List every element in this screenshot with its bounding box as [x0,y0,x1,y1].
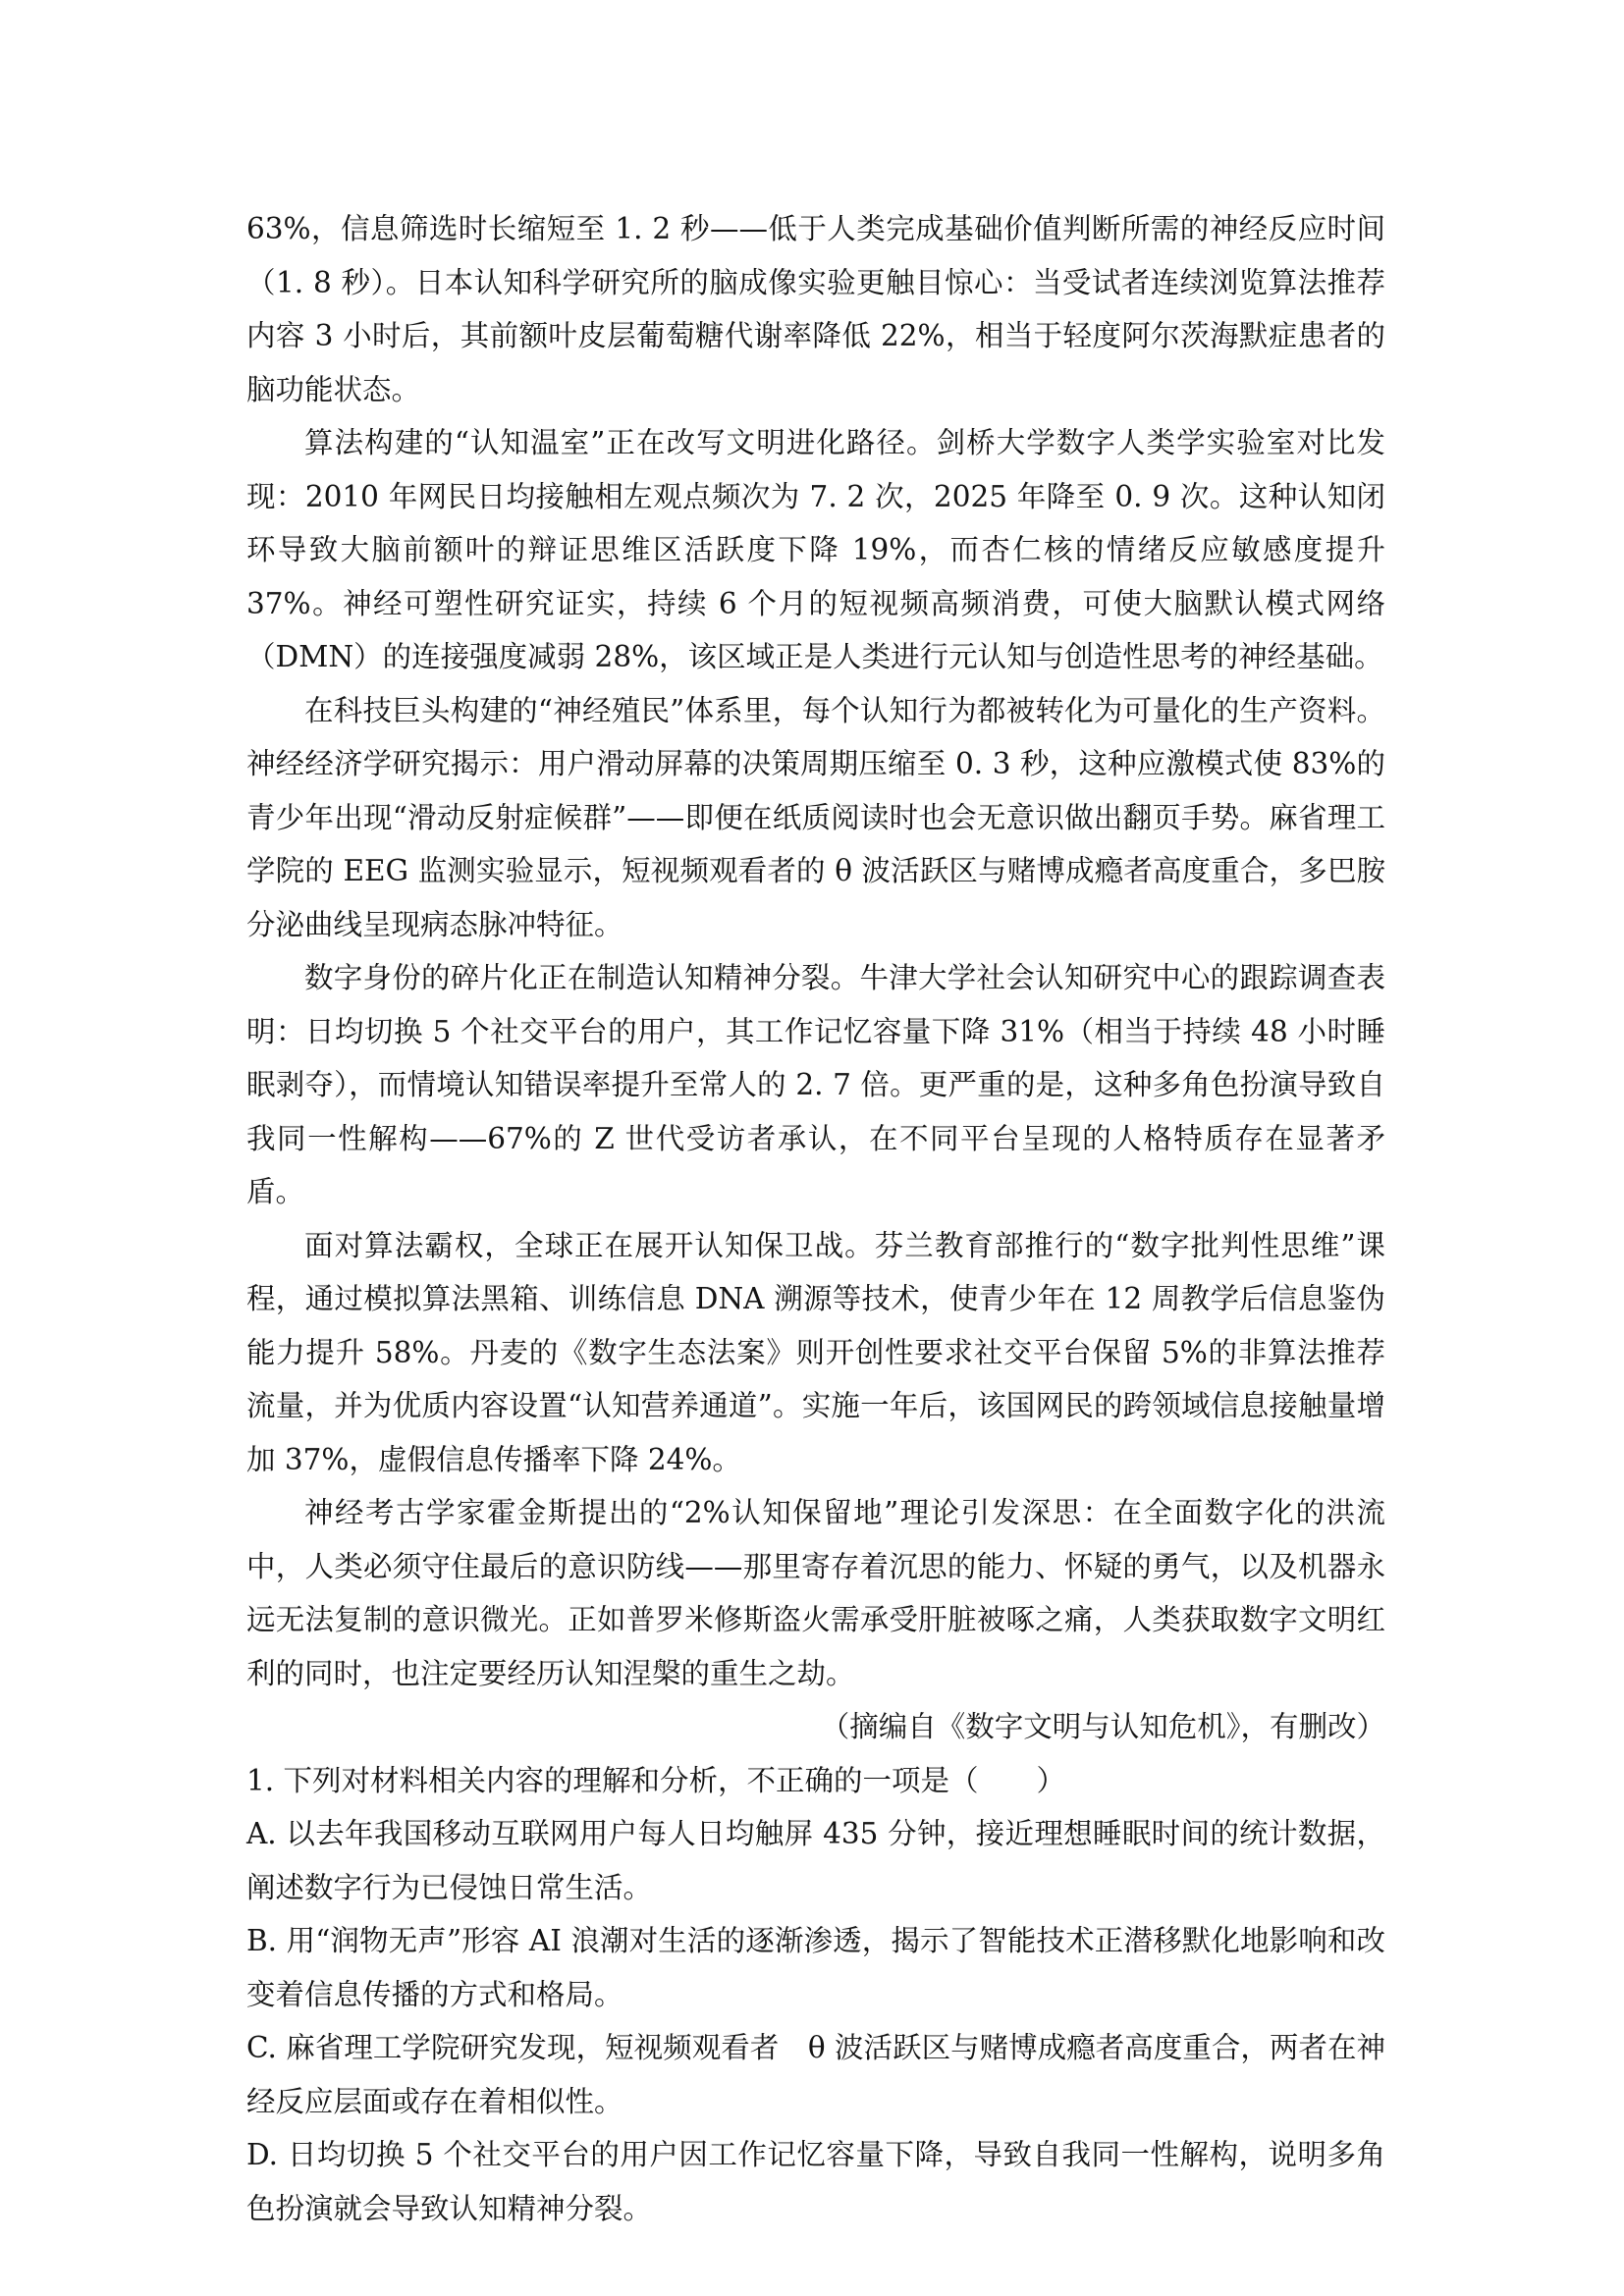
option-d: D. 日均切换 5 个社交平台的用户因工作记忆容量下降，导致自我同一性解构，说明多角色扮演就会导致认知精神分裂。 [246,2138,1385,2225]
question-stem: 1. 下列对材料相关内容的理解和分析，不正确的一项是（ ） [246,1763,1066,1797]
option-b: B. 用“润物无声”形容 AI 浪潮对生活的逐渐渗透，揭示了智能技术正潜移默化地影响和改变着信息传播的方式和格局。 [246,1924,1385,2011]
paragraph-1: 63%，信息筛选时长缩短至 1. 2 秒——低于人类完成基础价值判断所需的神经反应时间（1. 8 秒）。日本认知科学研究所的脑成像实验更触目惊心：当受试者连续浏览算法推荐内容 3 小时后，其前额叶皮层葡萄糖代谢率降低 22%，相当于轻度阿尔茨海默症患者的脑功能状态。 [246,212,1385,406]
option-c: C. 麻省理工学院研究发现，短视频观看者 θ 波活跃区与赌博成瘾者高度重合，两者在神经反应层面或存在着相似性。 [246,2031,1385,2118]
paragraph-3: 在科技巨头构建的“神经殖民”体系里，每个认知行为都被转化为可量化的生产资料。神经经济学研究揭示：用户滑动屏幕的决策周期压缩至 0. 3 秒，这种应激模式使 83%的青少年出现“滑动反射症候群”——即便在纸质阅读时也会无意识做出翻页手势。麻省理工学院的 EEG 监测实验显示，短视频观看者的 θ 波活跃区与赌博成瘾者高度重合，多巴胺分泌曲线呈现病态脉冲特征。 [246,693,1385,941]
paragraph-5: 面对算法霸权，全球正在展开认知保卫战。芬兰教育部推行的“数字批判性思维”课程，通过模拟算法黑箱、训练信息 DNA 溯源等技术，使青少年在 12 周教学后信息鉴伪能力提升 58%。丹麦的《数字生态法案》则开创性要求社交平台保留 5%的非算法推荐流量，并为优质内容设置“认知营养通道”。实施一年后，该国网民的跨领域信息接触量增加 37%，虚假信息传播率下降 24%。 [246,1228,1385,1476]
paragraph-2: 算法构建的“认知温室”正在改写文明进化路径。剑桥大学数字人类学实验室对比发现：2010 年网民日均接触相左观点频次为 7. 2 次，2025 年降至 0. 9 次。这种认知闭环导致大脑前额叶的辩证思维区活跃度下降 19%，而杏仁核的情绪反应敏感度提升 37%。神经可塑性研究证实，持续 6 个月的短视频高频消费，可使大脑默认模式网络（DMN）的连接强度减弱 28%，该区域正是人类进行元认知与创造性思考的神经基础。 [246,426,1385,673]
paragraph-6: 神经考古学家霍金斯提出的“2%认知保留地”理论引发深思：在全面数字化的洪流中，人类必须守住最后的意识防线——那里寄存着沉思的能力、怀疑的勇气，以及机器永远无法复制的意识微光。正如普罗米修斯盗火需承受肝脏被啄之痛，人类获取数字文明红利的同时，也注定要经历认知涅槃的重生之劫。 [246,1496,1385,1690]
option-a: A. 以去年我国移动互联网用户每人日均触屏 435 分钟，接近理想睡眠时间的统计数据，阐述数字行为已侵蚀日常生活。 [246,1817,1385,1904]
source-citation: （摘编自《数字文明与认知危机》，有删改） [820,1710,1385,1743]
document-page [246,202,1385,2235]
paragraph-4: 数字身份的碎片化正在制造认知精神分裂。牛津大学社会认知研究中心的跟踪调查表明：日均切换 5 个社交平台的用户，其工作记忆容量下降 31%（相当于持续 48 小时睡眠剥夺），而情境认知错误率提升至常人的 2. 7 倍。更严重的是，这种多角色扮演导致自我同一性解构——67%的 Z 世代受访者承认，在不同平台呈现的人格特质存在显著矛盾。 [246,961,1385,1208]
